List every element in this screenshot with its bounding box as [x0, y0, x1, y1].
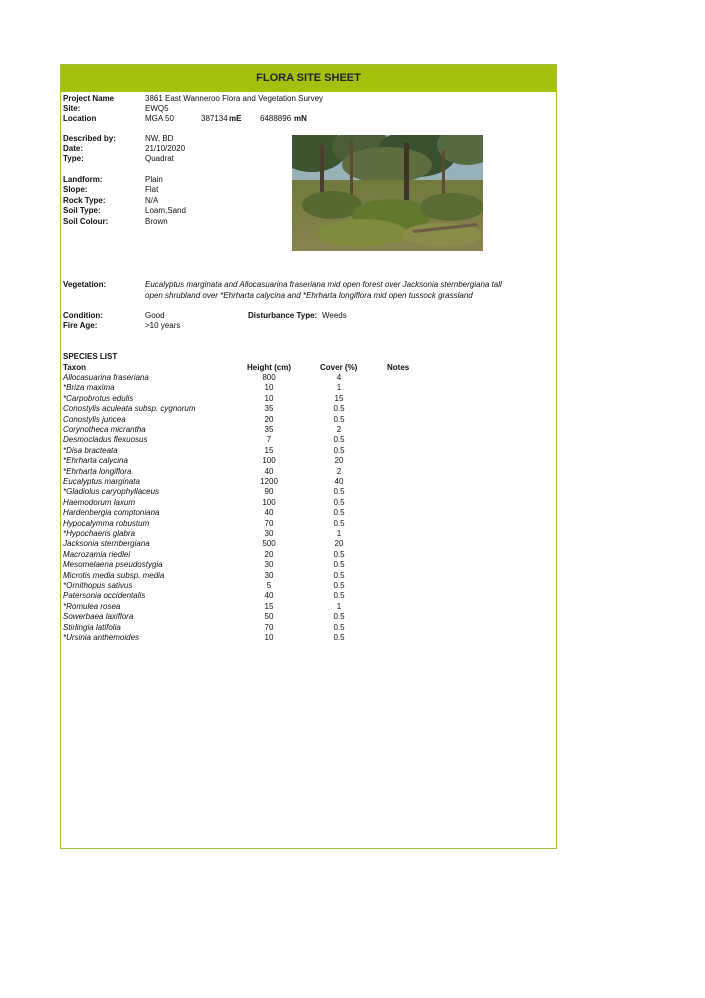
- vegetation-label: Vegetation:: [63, 280, 107, 289]
- table-row: [61, 446, 556, 456]
- rock-type-label: Rock Type:: [63, 196, 106, 205]
- table-row: [61, 571, 556, 581]
- condition-label: Condition:: [63, 311, 103, 320]
- cover-cell: 0.5: [333, 612, 345, 622]
- northing-value: 6488896: [260, 114, 292, 123]
- height-cell: 40: [264, 508, 274, 518]
- slope-value: Flat: [145, 185, 159, 194]
- flora-site-sheet: [60, 64, 557, 849]
- project-name-value: 3861 East Wanneroo Flora and Vegetation Survey: [145, 94, 324, 103]
- cover-cell: 0.5: [333, 581, 345, 590]
- rock-type-value: N/A: [145, 196, 159, 205]
- landform-value: Plain: [145, 175, 163, 184]
- vegetation-description: Eucalyptus marginata and Allocasuarina fraseriana mid open forest over Jacksonia sternbergiana tall open shrubland over *Ehrharta calycina and *Ehrharta longiflora mid open tussock grassland: [145, 280, 502, 300]
- date-label: Date:: [63, 144, 84, 153]
- taxon-cell: *Ursinia anthemoides: [63, 633, 140, 642]
- sheet-title: FLORA SITE SHEET: [61, 65, 556, 92]
- cover-cell: 20: [334, 539, 344, 549]
- site-value: EWQ5: [145, 104, 169, 113]
- cover-cell: 0.5: [333, 570, 345, 580]
- table-row: [61, 394, 556, 404]
- cover-cell: 0.5: [333, 445, 345, 455]
- type-value: Quadrat: [145, 154, 174, 163]
- taxon-cell: *Disa bracteata: [63, 445, 118, 455]
- table-row: [61, 435, 556, 445]
- height-cell: 100: [262, 497, 276, 507]
- condition-value: Good: [145, 311, 165, 320]
- cover-cell: 0.5: [333, 560, 345, 570]
- cover-cell: 4: [336, 373, 342, 382]
- taxon-cell: Conostylis aculeata subsp. cygnorum: [63, 404, 196, 414]
- easting-unit: mE: [229, 114, 242, 123]
- table-row: [61, 467, 556, 477]
- height-cell: 10: [264, 633, 274, 642]
- height-cell: 800: [262, 373, 276, 382]
- height-cell: 20: [264, 549, 274, 559]
- taxon-cell: *Romulea rosea: [63, 601, 121, 611]
- height-cell: 50: [264, 612, 274, 622]
- column-header-taxon: Taxon: [63, 363, 86, 372]
- taxon-cell: Conostylis juncea: [63, 414, 126, 424]
- cover-cell: 0.5: [333, 497, 345, 507]
- table-row: [61, 498, 556, 508]
- height-cell: 5: [266, 581, 272, 590]
- table-row: [61, 519, 556, 529]
- taxon-cell: Sowerbaea laxiflora: [63, 612, 134, 622]
- taxon-cell: Allocasuarina fraseriana: [63, 373, 149, 382]
- disturbance-label: Disturbance Type:: [248, 311, 318, 320]
- height-cell: 7: [266, 435, 272, 445]
- taxon-cell: Microtis media subsp. media: [63, 570, 165, 580]
- taxon-cell: Mesomelaena pseudostygia: [63, 560, 163, 570]
- site-label: Site:: [63, 104, 81, 113]
- soil-colour-value: Brown: [145, 217, 168, 226]
- taxon-cell: Eucalyptus marginata: [63, 477, 140, 486]
- soil-type-value: Loam,Sand: [145, 206, 186, 215]
- soil-colour-label: Soil Colour:: [63, 217, 109, 226]
- cover-cell: 0.5: [333, 487, 345, 497]
- cover-cell: 2: [336, 466, 342, 476]
- table-row: [61, 612, 556, 622]
- height-cell: 500: [262, 539, 276, 549]
- height-cell: 70: [264, 622, 274, 632]
- site-photo: [292, 135, 483, 251]
- cover-cell: 0.5: [333, 414, 345, 424]
- disturbance-value: Weeds: [322, 311, 347, 320]
- table-row: [61, 581, 556, 591]
- slope-label: Slope:: [63, 185, 88, 194]
- taxon-cell: *Ornithopus sativus: [63, 581, 133, 590]
- table-row: [61, 550, 556, 560]
- table-row: [61, 539, 556, 549]
- taxon-cell: Patersonia occidentalis: [63, 591, 146, 601]
- species-list-heading: SPECIES LIST: [63, 352, 118, 361]
- cover-cell: 1: [336, 383, 342, 393]
- northing-unit: mN: [294, 114, 307, 123]
- project-name-label: Project Name: [63, 94, 115, 103]
- fire-age-value: >10 years: [145, 321, 181, 330]
- taxon-cell: *Briza maxima: [63, 383, 115, 393]
- height-cell: 20: [264, 414, 274, 424]
- height-cell: 40: [264, 466, 274, 476]
- table-row: [61, 404, 556, 414]
- taxon-cell: *Ehrharta calycina: [63, 456, 128, 466]
- taxon-cell: Stirlingia latifolia: [63, 622, 121, 632]
- taxon-cell: *Gladiolus caryophyllaceus: [63, 487, 160, 497]
- table-row: [61, 529, 556, 539]
- cover-cell: 0.5: [333, 435, 345, 445]
- taxon-cell: Haemodorum laxum: [63, 497, 136, 507]
- taxon-cell: Desmocladus flexuosus: [63, 435, 148, 445]
- table-row: [61, 456, 556, 466]
- table-row: [61, 477, 556, 487]
- table-row: [61, 415, 556, 425]
- height-cell: 70: [264, 518, 274, 528]
- taxon-cell: *Ehrharta longiflora: [63, 466, 132, 476]
- fire-age-label: Fire Age:: [63, 321, 98, 330]
- table-row: [61, 508, 556, 518]
- taxon-cell: Corynotheca micrantha: [63, 425, 146, 434]
- column-header-cover: Cover (%): [320, 363, 358, 372]
- location-row: [63, 114, 363, 124]
- taxon-cell: Hardenbergia comptoniana: [63, 508, 160, 518]
- column-header-notes: Notes: [387, 363, 410, 372]
- column-header-height: Height (cm): [247, 363, 291, 372]
- table-row: [61, 373, 556, 383]
- height-cell: 35: [264, 404, 274, 414]
- easting-value: 387134: [201, 114, 228, 123]
- cover-cell: 0.5: [333, 508, 345, 518]
- cover-cell: 20: [334, 456, 344, 466]
- height-cell: 1200: [260, 477, 278, 486]
- table-row: [61, 591, 556, 601]
- height-cell: 90: [264, 487, 274, 497]
- height-cell: 15: [264, 445, 274, 455]
- table-row: [61, 425, 556, 435]
- height-cell: 10: [264, 383, 274, 393]
- condition-row: [63, 311, 363, 321]
- cover-cell: 40: [334, 477, 344, 486]
- cover-cell: 15: [334, 393, 344, 403]
- height-cell: 40: [264, 591, 274, 601]
- taxon-cell: Hypocalymma robustum: [63, 518, 150, 528]
- cover-cell: 1: [336, 529, 342, 538]
- cover-cell: 0.5: [333, 404, 345, 414]
- cover-cell: 2: [336, 425, 342, 434]
- cover-cell: 0.5: [333, 622, 345, 632]
- cover-cell: 0.5: [333, 591, 345, 601]
- table-row: [61, 623, 556, 633]
- type-label: Type:: [63, 154, 84, 163]
- height-cell: 30: [264, 529, 274, 538]
- described-by-value: NW, BD: [145, 134, 174, 143]
- cover-cell: 0.5: [333, 549, 345, 559]
- date-value: 21/10/2020: [145, 144, 186, 153]
- height-cell: 30: [264, 560, 274, 570]
- table-row: [61, 560, 556, 570]
- height-cell: 35: [264, 425, 274, 434]
- taxon-cell: *Hypochaeris glabra: [63, 529, 136, 538]
- cover-cell: 1: [336, 601, 342, 611]
- soil-type-label: Soil Type:: [63, 206, 101, 215]
- table-row: [61, 383, 556, 393]
- table-row: [61, 633, 556, 643]
- location-zone: MGA 50: [145, 114, 174, 123]
- cover-cell: 0.5: [333, 633, 345, 642]
- height-cell: 100: [262, 456, 276, 466]
- described-by-label: Described by:: [63, 134, 116, 143]
- landform-label: Landform:: [63, 175, 103, 184]
- height-cell: 15: [264, 601, 274, 611]
- table-row: [61, 602, 556, 612]
- table-row: [61, 487, 556, 497]
- cover-cell: 0.5: [333, 518, 345, 528]
- taxon-cell: Jacksonia sternbergiana: [63, 539, 150, 549]
- taxon-cell: *Carpobrotus edulis: [63, 393, 134, 403]
- location-label: Location: [63, 114, 97, 123]
- height-cell: 10: [264, 393, 274, 403]
- height-cell: 30: [264, 570, 274, 580]
- taxon-cell: Macrozamia riedlei: [63, 549, 131, 559]
